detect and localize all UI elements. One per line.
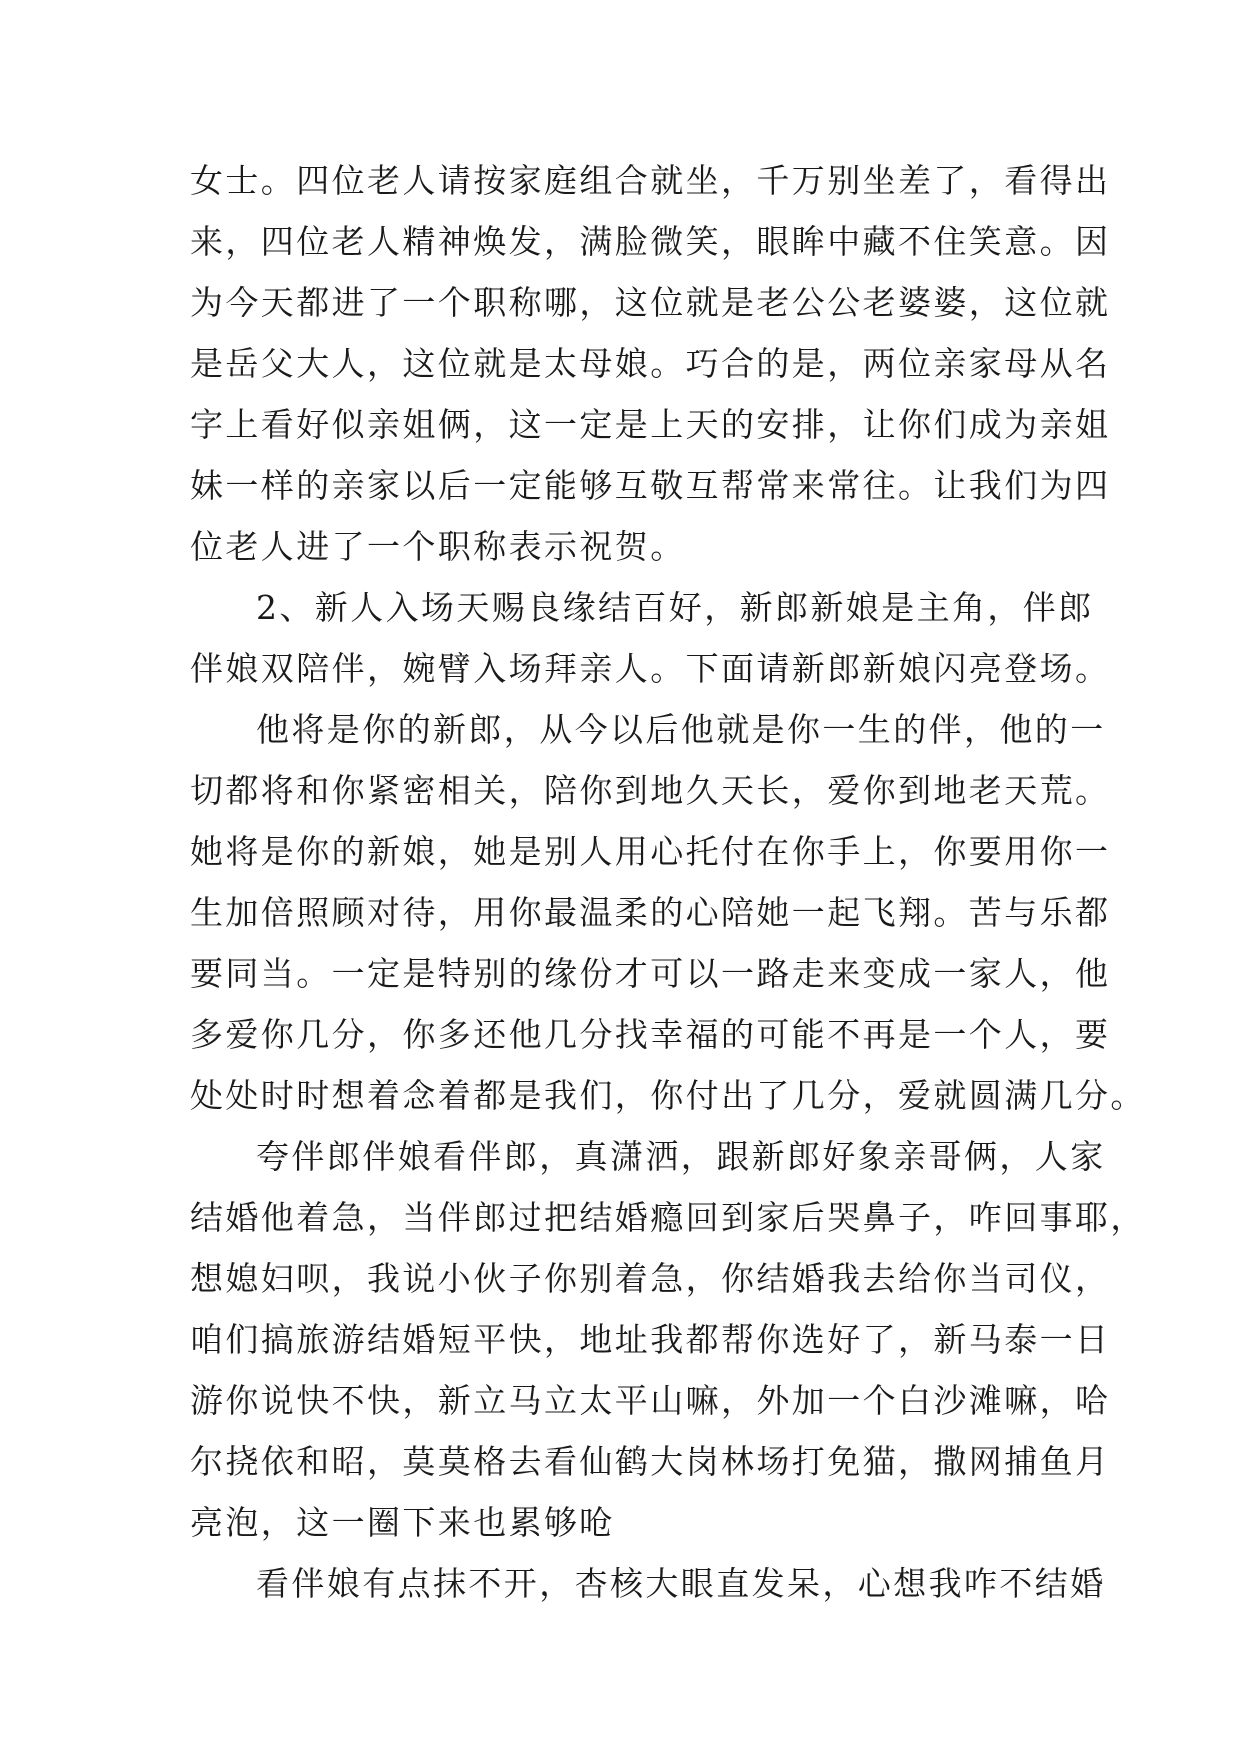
text-line: 妹一样的亲家以后一定能够互敬互帮常来常往。让我们为四 — [190, 466, 1111, 505]
text-line: 位老人进了一个职称表示祝贺。 — [190, 527, 686, 566]
text-line: 结婚他着急，当伴郎过把结婚瘾回到家后哭鼻子，咋回事耶， — [190, 1198, 1146, 1237]
paragraph-start-line: 夸伴郎伴娘看伴郎，真潇洒，跟新郎好象亲哥俩，人家 — [256, 1137, 1106, 1176]
text-line: 尔挠依和昭，莫莫格去看仙鹤大岗林场打免猫，撒网捕鱼月 — [190, 1442, 1111, 1481]
text-line: 要同当。一定是特别的缘份才可以一路走来变成一家人，他 — [190, 954, 1111, 993]
text-line: 切都将和你紧密相关，陪你到地久天长，爱你到地老天荒。 — [190, 771, 1111, 810]
text-line: 游你说快不快，新立马立太平山嘛，外加一个白沙滩嘛，哈 — [190, 1381, 1111, 1420]
text-line: 伴娘双陪伴，婉臂入场拜亲人。下面请新郎新娘闪亮登场。 — [190, 649, 1111, 688]
paragraph-start-line: 他将是你的新郎，从今以后他就是你一生的伴，他的一 — [256, 710, 1106, 749]
text-line: 字上看好似亲姐俩，这一定是上天的安排，让你们成为亲姐 — [190, 405, 1111, 444]
text-line: 多爱你几分，你多还他几分找幸福的可能不再是一个人，要 — [190, 1015, 1111, 1054]
text-line: 咱们搞旅游结婚短平快，地址我都帮你选好了，新马泰一日 — [190, 1320, 1111, 1359]
text-line: 是岳父大人，这位就是太母娘。巧合的是，两位亲家母从名 — [190, 344, 1111, 383]
body-text — [190, 150, 1146, 1614]
text-line: 为今天都进了一个职称哪，这位就是老公公老婆婆，这位就 — [190, 283, 1111, 322]
text-line: 来，四位老人精神焕发，满脸微笑，眼眸中藏不住笑意。因 — [190, 222, 1111, 261]
text-line: 处处时时想着念着都是我们，你付出了几分，爱就圆满几分。 — [190, 1076, 1146, 1115]
text-line: 生加倍照顾对待，用你最温柔的心陪她一起飞翔。苦与乐都 — [190, 893, 1111, 932]
text-line: 亮泡，这一圈下来也累够呛 — [190, 1503, 615, 1542]
text-line: 想媳妇呗，我说小伙子你别着急，你结婚我去给你当司仪， — [190, 1259, 1111, 1298]
paragraph-start-line: 2、新人入场天赐良缘结百好，新郎新娘是主角，伴郎 — [256, 588, 1094, 627]
paragraph-start-line: 看伴娘有点抹不开，杏核大眼直发呆，心想我咋不结婚 — [256, 1564, 1106, 1603]
text-line: 女士。四位老人请按家庭组合就坐，千万别坐差了，看得出 — [190, 161, 1111, 200]
text-line: 她将是你的新娘，她是别人用心托付在你手上，你要用你一 — [190, 832, 1111, 871]
